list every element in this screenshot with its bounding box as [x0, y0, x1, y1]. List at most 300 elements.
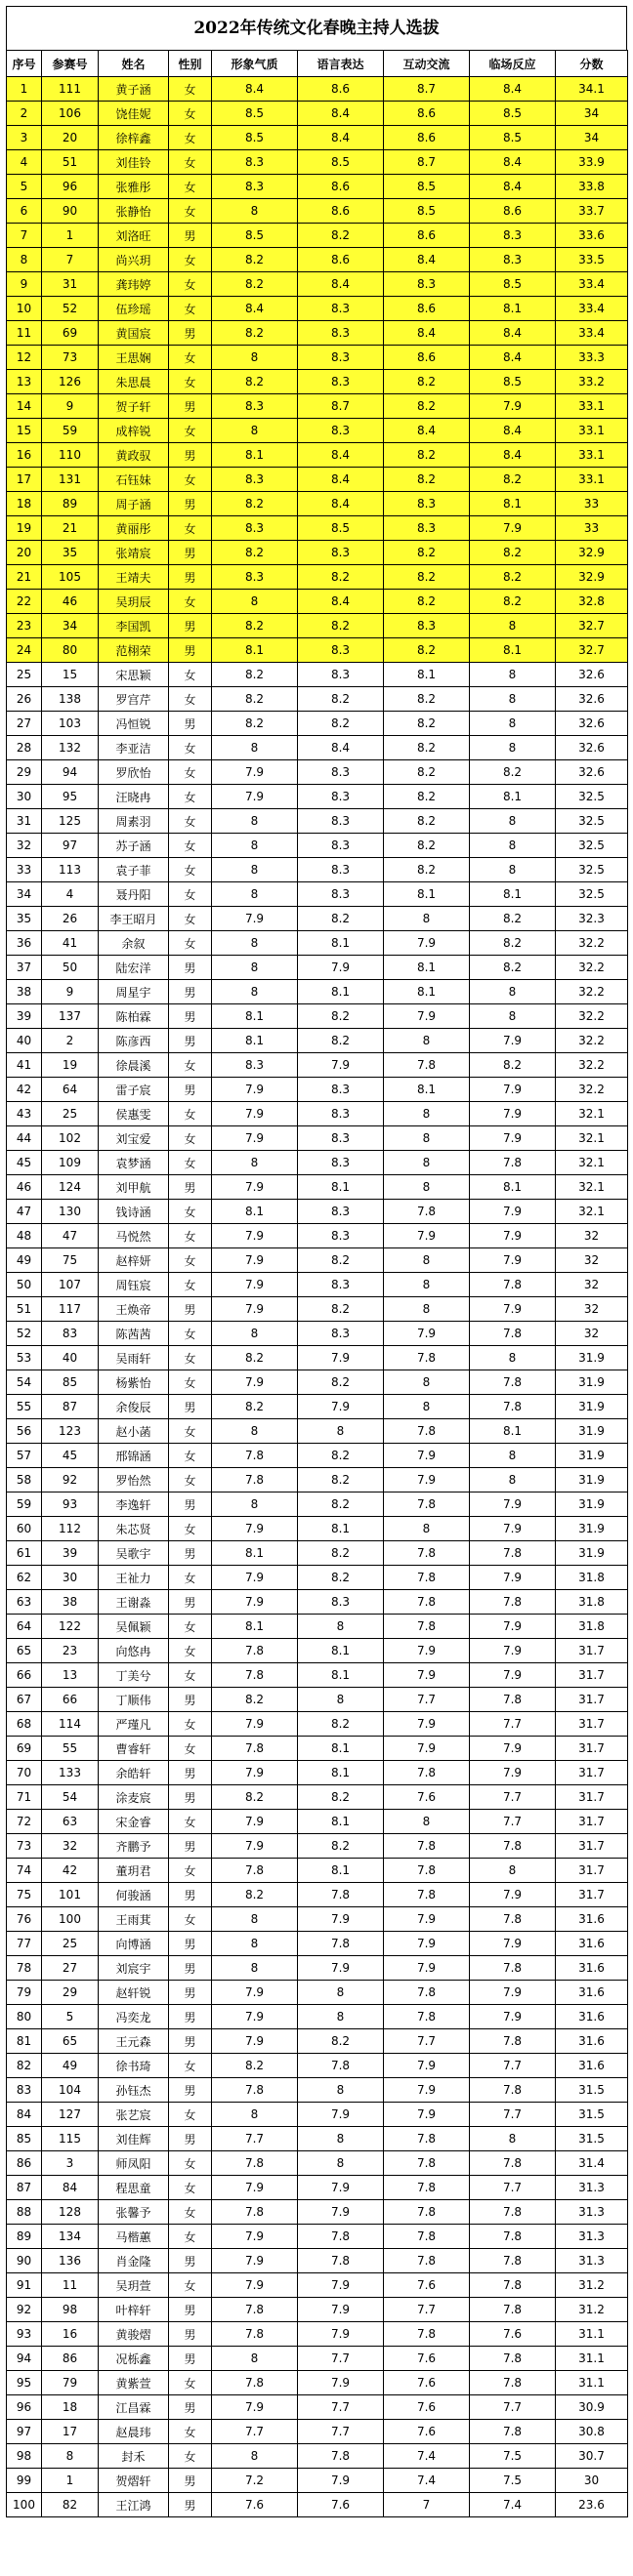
- cell-reaction: 7.9: [470, 1566, 556, 1590]
- table-row: [7, 1444, 628, 1468]
- cell-number: 98: [42, 2298, 99, 2322]
- cell-score: 32.6: [556, 663, 628, 687]
- cell-interaction: 7.9: [384, 2078, 470, 2103]
- table-row: [7, 1346, 628, 1370]
- table-row: [7, 1932, 628, 1956]
- cell-gender: 女: [169, 1151, 212, 1175]
- cell-appearance: 8.3: [212, 468, 298, 492]
- cell-reaction: 8: [470, 736, 556, 760]
- cell-score: 31.7: [556, 1712, 628, 1737]
- cell-gender: 女: [169, 2200, 212, 2225]
- cell-language: 8.4: [298, 272, 384, 297]
- cell-language: 8.1: [298, 1175, 384, 1200]
- cell-interaction: 7.9: [384, 1907, 470, 1932]
- cell-number: 69: [42, 321, 99, 346]
- cell-seq: 24: [7, 638, 42, 663]
- cell-reaction: 7.9: [470, 1517, 556, 1541]
- cell-number: 96: [42, 175, 99, 199]
- cell-gender: 男: [169, 1834, 212, 1859]
- cell-language: 8.1: [298, 1859, 384, 1883]
- cell-language: 8.3: [298, 785, 384, 809]
- table-row: [7, 1248, 628, 1273]
- table-row: [7, 1566, 628, 1590]
- col-header-reaction: 临场反应: [470, 51, 556, 77]
- cell-interaction: 8.6: [384, 346, 470, 370]
- table-row: [7, 126, 628, 150]
- cell-seq: 67: [7, 1688, 42, 1712]
- cell-seq: 29: [7, 760, 42, 785]
- cell-reaction: 8: [470, 687, 556, 712]
- cell-name: 陈柏霖: [99, 1004, 169, 1029]
- cell-name: 罗怡然: [99, 1468, 169, 1492]
- cell-seq: 60: [7, 1517, 42, 1541]
- cell-gender: 女: [169, 272, 212, 297]
- cell-reaction: 8: [470, 1004, 556, 1029]
- cell-appearance: 8.1: [212, 1004, 298, 1029]
- cell-interaction: 7.9: [384, 1639, 470, 1663]
- cell-name: 何骏涵: [99, 1883, 169, 1907]
- cell-interaction: 8.2: [384, 712, 470, 736]
- cell-number: 52: [42, 297, 99, 321]
- cell-number: 101: [42, 1883, 99, 1907]
- cell-seq: 93: [7, 2322, 42, 2347]
- cell-interaction: 8.2: [384, 834, 470, 858]
- cell-language: 8.6: [298, 199, 384, 224]
- cell-number: 109: [42, 1151, 99, 1175]
- cell-name: 伍珍瑶: [99, 297, 169, 321]
- cell-seq: 81: [7, 2029, 42, 2054]
- cell-seq: 61: [7, 1541, 42, 1566]
- cell-number: 45: [42, 1444, 99, 1468]
- cell-number: 9: [42, 980, 99, 1004]
- cell-gender: 男: [169, 2127, 212, 2151]
- cell-appearance: 8.5: [212, 102, 298, 126]
- cell-number: 103: [42, 712, 99, 736]
- cell-reaction: 7.7: [470, 2103, 556, 2127]
- cell-seq: 96: [7, 2395, 42, 2420]
- cell-name: 陆宏洋: [99, 956, 169, 980]
- cell-reaction: 7.7: [470, 2395, 556, 2420]
- table-row: [7, 1883, 628, 1907]
- cell-score: 32.2: [556, 1029, 628, 1053]
- cell-language: 7.9: [298, 1956, 384, 1981]
- cell-name: 孙钰杰: [99, 2078, 169, 2103]
- table-row: [7, 2054, 628, 2078]
- cell-language: 8.2: [298, 1370, 384, 1395]
- table-row: [7, 1078, 628, 1102]
- cell-number: 125: [42, 809, 99, 834]
- cell-name: 陈茜茜: [99, 1322, 169, 1346]
- cell-appearance: 7.9: [212, 1102, 298, 1126]
- cell-score: 33.7: [556, 199, 628, 224]
- cell-name: 饶佳妮: [99, 102, 169, 126]
- cell-appearance: 7.9: [212, 2225, 298, 2249]
- cell-language: 8.2: [298, 1297, 384, 1322]
- table-row: [7, 1224, 628, 1248]
- cell-gender: 女: [169, 1322, 212, 1346]
- cell-gender: 男: [169, 2322, 212, 2347]
- cell-reaction: 8.5: [470, 102, 556, 126]
- cell-gender: 女: [169, 1810, 212, 1834]
- cell-score: 32.5: [556, 785, 628, 809]
- cell-interaction: 7.8: [384, 1981, 470, 2005]
- cell-number: 15: [42, 663, 99, 687]
- table-row: [7, 980, 628, 1004]
- cell-reaction: 8: [470, 614, 556, 638]
- cell-score: 31.9: [556, 1468, 628, 1492]
- cell-interaction: 7.6: [384, 1785, 470, 1810]
- cell-language: 8.3: [298, 297, 384, 321]
- cell-appearance: 7.8: [212, 2078, 298, 2103]
- cell-score: 31.1: [556, 2371, 628, 2395]
- cell-interaction: 7.4: [384, 2469, 470, 2493]
- cell-number: 94: [42, 760, 99, 785]
- cell-score: 32.9: [556, 565, 628, 590]
- cell-appearance: 8.3: [212, 565, 298, 590]
- cell-name: 周钰宸: [99, 1273, 169, 1297]
- table-row: [7, 2225, 628, 2249]
- cell-reaction: 8: [470, 1859, 556, 1883]
- cell-reaction: 7.8: [470, 2029, 556, 2054]
- cell-interaction: 8.4: [384, 248, 470, 272]
- cell-number: 2: [42, 1029, 99, 1053]
- cell-gender: 男: [169, 1688, 212, 1712]
- cell-score: 32: [556, 1248, 628, 1273]
- cell-gender: 女: [169, 809, 212, 834]
- cell-interaction: 7.7: [384, 2298, 470, 2322]
- cell-score: 32.7: [556, 638, 628, 663]
- cell-appearance: 7.7: [212, 2127, 298, 2151]
- cell-seq: 18: [7, 492, 42, 516]
- cell-seq: 85: [7, 2127, 42, 2151]
- cell-reaction: 7.9: [470, 1492, 556, 1517]
- cell-name: 范栩荣: [99, 638, 169, 663]
- cell-name: 张艺宸: [99, 2103, 169, 2127]
- cell-language: 8.3: [298, 638, 384, 663]
- cell-interaction: 7.9: [384, 1322, 470, 1346]
- col-header-name: 姓名: [99, 51, 169, 77]
- cell-reaction: 7.5: [470, 2444, 556, 2469]
- cell-seq: 99: [7, 2469, 42, 2493]
- cell-interaction: 8.1: [384, 882, 470, 907]
- cell-interaction: 8.3: [384, 272, 470, 297]
- cell-score: 32.5: [556, 882, 628, 907]
- cell-name: 陈彦西: [99, 1029, 169, 1053]
- cell-reaction: 8.5: [470, 370, 556, 394]
- cell-appearance: 8.4: [212, 297, 298, 321]
- cell-interaction: 7.8: [384, 1615, 470, 1639]
- cell-reaction: 8.2: [470, 956, 556, 980]
- cell-gender: 女: [169, 1200, 212, 1224]
- table-row: [7, 1322, 628, 1346]
- cell-interaction: 8.6: [384, 102, 470, 126]
- cell-reaction: 7.9: [470, 1224, 556, 1248]
- cell-score: 33.1: [556, 394, 628, 419]
- cell-score: 31.5: [556, 2127, 628, 2151]
- cell-number: 92: [42, 1468, 99, 1492]
- table-row: [7, 663, 628, 687]
- cell-seq: 71: [7, 1785, 42, 1810]
- cell-gender: 女: [169, 2176, 212, 2200]
- table-row: [7, 1859, 628, 1883]
- cell-seq: 27: [7, 712, 42, 736]
- cell-appearance: 7.8: [212, 1444, 298, 1468]
- cell-gender: 女: [169, 2103, 212, 2127]
- cell-interaction: 7.8: [384, 1346, 470, 1370]
- cell-appearance: 7.9: [212, 1248, 298, 1273]
- cell-gender: 女: [169, 2420, 212, 2444]
- cell-number: 17: [42, 2420, 99, 2444]
- table-row: [7, 150, 628, 175]
- cell-score: 31.7: [556, 1761, 628, 1785]
- cell-number: 114: [42, 1712, 99, 1737]
- cell-appearance: 7.9: [212, 2395, 298, 2420]
- cell-name: 严瑾凡: [99, 1712, 169, 1737]
- cell-interaction: 7.9: [384, 1663, 470, 1688]
- cell-language: 8: [298, 1615, 384, 1639]
- table-row: [7, 907, 628, 931]
- cell-appearance: 7.9: [212, 785, 298, 809]
- cell-score: 31.9: [556, 1370, 628, 1395]
- cell-score: 31.6: [556, 2005, 628, 2029]
- cell-seq: 53: [7, 1346, 42, 1370]
- table-row: [7, 1663, 628, 1688]
- cell-appearance: 8.2: [212, 1688, 298, 1712]
- cell-seq: 94: [7, 2347, 42, 2371]
- cell-name: 张雅彤: [99, 175, 169, 199]
- cell-language: 8.2: [298, 1029, 384, 1053]
- cell-number: 123: [42, 1419, 99, 1444]
- cell-reaction: 8.1: [470, 785, 556, 809]
- cell-name: 丁美兮: [99, 1663, 169, 1688]
- cell-language: 7.8: [298, 2249, 384, 2273]
- cell-interaction: 7.6: [384, 2347, 470, 2371]
- cell-name: 邢锦涵: [99, 1444, 169, 1468]
- cell-score: 33: [556, 516, 628, 541]
- cell-score: 33.9: [556, 150, 628, 175]
- table-row: [7, 1102, 628, 1126]
- table-row: [7, 760, 628, 785]
- cell-name: 苏子涵: [99, 834, 169, 858]
- cell-gender: 男: [169, 1541, 212, 1566]
- table-row: [7, 2005, 628, 2029]
- cell-name: 余俊辰: [99, 1395, 169, 1419]
- cell-name: 徐书琦: [99, 2054, 169, 2078]
- cell-name: 刘甲航: [99, 1175, 169, 1200]
- cell-appearance: 8.2: [212, 370, 298, 394]
- table-row: [7, 346, 628, 370]
- cell-score: 34.1: [556, 77, 628, 102]
- table-row: [7, 297, 628, 321]
- cell-name: 马楷蕙: [99, 2225, 169, 2249]
- cell-interaction: 8.2: [384, 687, 470, 712]
- cell-interaction: 8: [384, 1395, 470, 1419]
- cell-seq: 35: [7, 907, 42, 931]
- table-row: [7, 1126, 628, 1151]
- cell-interaction: 7.8: [384, 1590, 470, 1615]
- cell-number: 132: [42, 736, 99, 760]
- cell-language: 8.4: [298, 736, 384, 760]
- cell-language: 8.3: [298, 1200, 384, 1224]
- cell-seq: 75: [7, 1883, 42, 1907]
- cell-interaction: 7.6: [384, 2395, 470, 2420]
- cell-appearance: 8: [212, 2103, 298, 2127]
- cell-number: 97: [42, 834, 99, 858]
- cell-language: 8.3: [298, 760, 384, 785]
- cell-score: 31.3: [556, 2200, 628, 2225]
- table-row: [7, 1737, 628, 1761]
- cell-number: 80: [42, 638, 99, 663]
- cell-number: 49: [42, 2054, 99, 2078]
- cell-seq: 86: [7, 2151, 42, 2176]
- cell-gender: 男: [169, 541, 212, 565]
- col-header-gender: 性别: [169, 51, 212, 77]
- cell-score: 32.1: [556, 1102, 628, 1126]
- cell-number: 84: [42, 2176, 99, 2200]
- cell-appearance: 8: [212, 346, 298, 370]
- cell-interaction: 7.9: [384, 931, 470, 956]
- cell-reaction: 8.4: [470, 150, 556, 175]
- cell-gender: 男: [169, 2298, 212, 2322]
- cell-interaction: 7.8: [384, 1053, 470, 1078]
- cell-language: 8.3: [298, 1102, 384, 1126]
- cell-number: 128: [42, 2200, 99, 2225]
- cell-number: 83: [42, 1322, 99, 1346]
- cell-reaction: 7.9: [470, 1200, 556, 1224]
- table-row: [7, 1712, 628, 1737]
- cell-interaction: 7.8: [384, 2322, 470, 2347]
- cell-seq: 89: [7, 2225, 42, 2249]
- cell-gender: 女: [169, 516, 212, 541]
- table-row: [7, 882, 628, 907]
- cell-language: 7.7: [298, 2395, 384, 2420]
- cell-language: 8: [298, 2005, 384, 2029]
- cell-appearance: 8.3: [212, 516, 298, 541]
- table-row: [7, 614, 628, 638]
- cell-interaction: 8: [384, 1517, 470, 1541]
- cell-interaction: 8: [384, 1370, 470, 1395]
- cell-language: 8.2: [298, 712, 384, 736]
- cell-language: 7.9: [298, 2273, 384, 2298]
- cell-interaction: 8.1: [384, 1078, 470, 1102]
- cell-number: 86: [42, 2347, 99, 2371]
- cell-reaction: 7.7: [470, 1785, 556, 1810]
- cell-name: 张静怡: [99, 199, 169, 224]
- table-row: [7, 1004, 628, 1029]
- cell-seq: 28: [7, 736, 42, 760]
- cell-interaction: 7.9: [384, 1004, 470, 1029]
- cell-appearance: 7.7: [212, 2420, 298, 2444]
- cell-seq: 8: [7, 248, 42, 272]
- cell-reaction: 7.8: [470, 2200, 556, 2225]
- cell-reaction: 8.2: [470, 541, 556, 565]
- cell-interaction: 8.3: [384, 614, 470, 638]
- cell-reaction: 7.8: [470, 2273, 556, 2298]
- cell-gender: 女: [169, 2444, 212, 2469]
- cell-interaction: 7.8: [384, 2005, 470, 2029]
- cell-appearance: 7.9: [212, 1810, 298, 1834]
- cell-name: 王思娴: [99, 346, 169, 370]
- cell-appearance: 8: [212, 1322, 298, 1346]
- cell-gender: 女: [169, 2225, 212, 2249]
- cell-gender: 女: [169, 1517, 212, 1541]
- cell-appearance: 8: [212, 931, 298, 956]
- cell-number: 20: [42, 126, 99, 150]
- cell-number: 113: [42, 858, 99, 882]
- cell-reaction: 7.8: [470, 2078, 556, 2103]
- cell-interaction: 8: [384, 1297, 470, 1322]
- cell-reaction: 7.9: [470, 1639, 556, 1663]
- cell-interaction: 7.8: [384, 1834, 470, 1859]
- cell-score: 23.6: [556, 2493, 628, 2517]
- cell-score: 33.6: [556, 224, 628, 248]
- cell-name: 杨紫怡: [99, 1370, 169, 1395]
- table-row: [7, 956, 628, 980]
- cell-seq: 33: [7, 858, 42, 882]
- cell-seq: 56: [7, 1419, 42, 1444]
- cell-language: 8.1: [298, 931, 384, 956]
- cell-appearance: 8.1: [212, 1200, 298, 1224]
- cell-score: 32.2: [556, 931, 628, 956]
- cell-appearance: 7.8: [212, 2298, 298, 2322]
- cell-gender: 女: [169, 736, 212, 760]
- cell-score: 34: [556, 102, 628, 126]
- cell-gender: 女: [169, 102, 212, 126]
- cell-gender: 女: [169, 2371, 212, 2395]
- cell-language: 8: [298, 2151, 384, 2176]
- cell-interaction: 8.3: [384, 492, 470, 516]
- cell-number: 63: [42, 1810, 99, 1834]
- cell-score: 31.4: [556, 2151, 628, 2176]
- cell-language: 7.9: [298, 2322, 384, 2347]
- cell-reaction: 8.2: [470, 760, 556, 785]
- cell-gender: 女: [169, 1346, 212, 1370]
- cell-interaction: 8.2: [384, 541, 470, 565]
- cell-gender: 女: [169, 785, 212, 809]
- table-row: [7, 785, 628, 809]
- cell-name: 张靖宸: [99, 541, 169, 565]
- cell-interaction: 7.9: [384, 1932, 470, 1956]
- cell-number: 79: [42, 2371, 99, 2395]
- table-row: [7, 199, 628, 224]
- score-sheet: [6, 6, 627, 2517]
- cell-gender: 男: [169, 2395, 212, 2420]
- cell-name: 黄子涵: [99, 77, 169, 102]
- cell-score: 31.5: [556, 2103, 628, 2127]
- cell-appearance: 7.8: [212, 2322, 298, 2347]
- cell-language: 8.2: [298, 1248, 384, 1273]
- cell-language: 8.3: [298, 321, 384, 346]
- header-row: [7, 51, 628, 77]
- cell-name: 王江鸿: [99, 2493, 169, 2517]
- cell-seq: 45: [7, 1151, 42, 1175]
- cell-interaction: 7.8: [384, 2127, 470, 2151]
- cell-score: 31.6: [556, 1932, 628, 1956]
- cell-seq: 64: [7, 1615, 42, 1639]
- cell-seq: 79: [7, 1981, 42, 2005]
- cell-gender: 女: [169, 150, 212, 175]
- cell-name: 李逸轩: [99, 1492, 169, 1517]
- cell-appearance: 7.9: [212, 1566, 298, 1590]
- cell-appearance: 8.3: [212, 1053, 298, 1078]
- cell-seq: 57: [7, 1444, 42, 1468]
- cell-name: 吴玥萱: [99, 2273, 169, 2298]
- cell-language: 7.9: [298, 2298, 384, 2322]
- cell-name: 袁子菲: [99, 858, 169, 882]
- cell-interaction: 8.3: [384, 516, 470, 541]
- cell-score: 31.8: [556, 1566, 628, 1590]
- cell-language: 7.9: [298, 1053, 384, 1078]
